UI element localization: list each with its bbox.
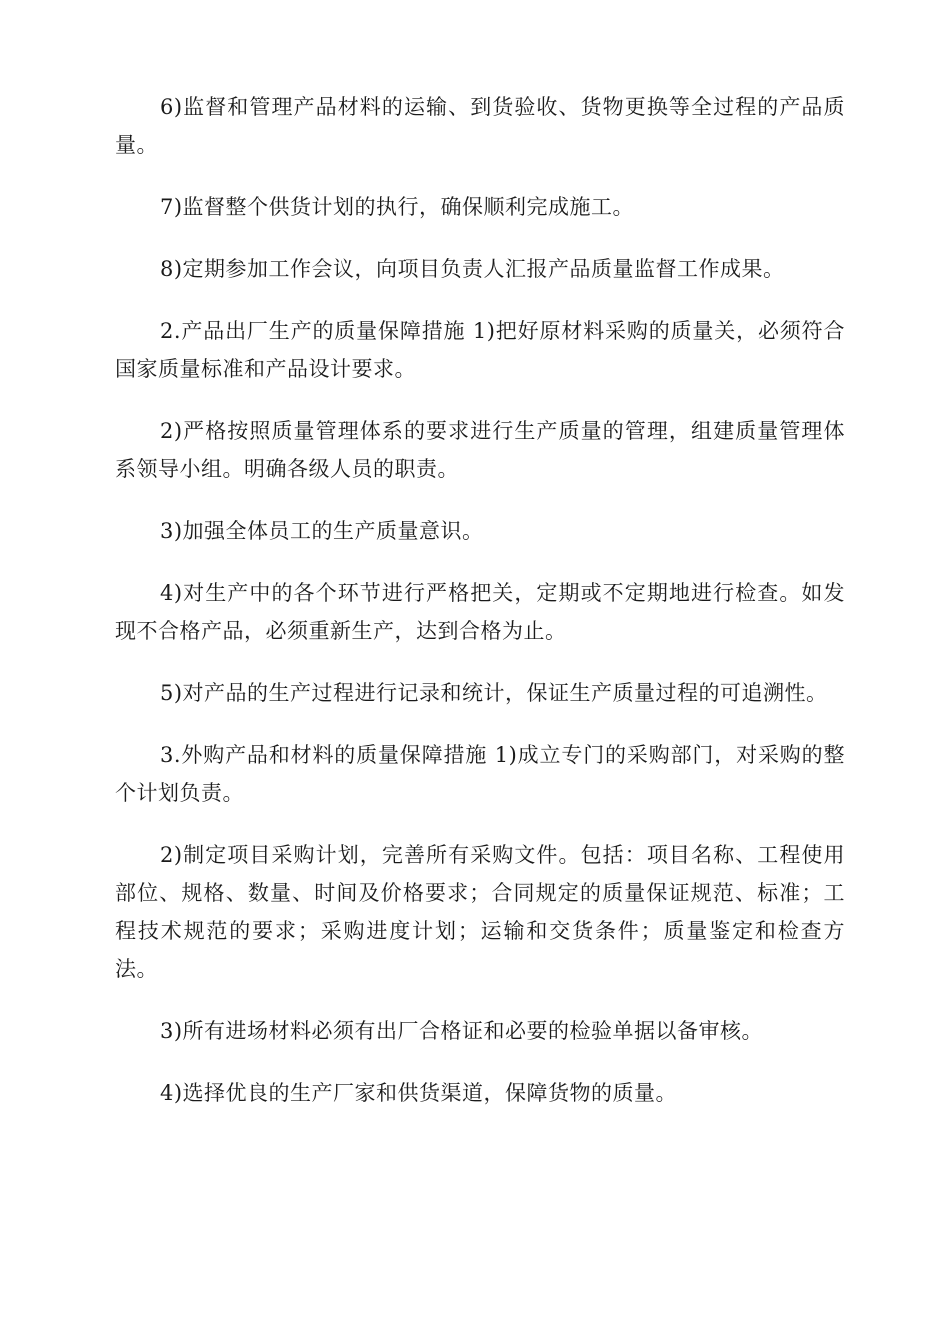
- paragraph-section-2-item-5: 5)对产品的生产过程进行记录和统计，保证生产质量过程的可追溯性。: [160, 681, 828, 705]
- paragraph-section-2-item-4: 4)对生产中的各个环节进行严格把关，定期或不定期地进行检查。如发现不合格产品，必须重新生产，达到合格为止。: [115, 581, 845, 643]
- paragraph-item-8: 8)定期参加工作会议，向项目负责人汇报产品质量监督工作成果。: [160, 257, 785, 281]
- paragraph-section-3: 3.外购产品和材料的质量保障措施 1)成立专门的采购部门，对采购的整个计划负责。: [115, 743, 845, 805]
- paragraph-section-3-item-3: 3)所有进场材料必须有出厂合格证和必要的检验单据以备审核。: [160, 1019, 764, 1043]
- paragraph-section-3-item-2: 2)制定项目采购计划，完善所有采购文件。包括：项目名称、工程使用部位、规格、数量、时间及价格要求；合同规定的质量保证规范、标准；工程技术规范的要求；采购进度计划；运输和交货条件；质量鉴定和检查方法。: [115, 843, 845, 981]
- document-body: [115, 88, 845, 1136]
- paragraph-section-3-item-4: 4)选择优良的生产厂家和供货渠道，保障货物的质量。: [160, 1081, 678, 1105]
- paragraph-section-2-item-3: 3)加强全体员工的生产质量意识。: [160, 519, 484, 543]
- paragraph-section-2-item-2: 2)严格按照质量管理体系的要求进行生产质量的管理，组建质量管理体系领导小组。明确各级人员的职责。: [115, 419, 845, 481]
- paragraph-item-7: 7)监督整个供货计划的执行，确保顺利完成施工。: [160, 195, 635, 219]
- paragraph-item-6: 6)监督和管理产品材料的运输、到货验收、货物更换等全过程的产品质量。: [115, 95, 845, 157]
- paragraph-section-2: 2.产品出厂生产的质量保障措施 1)把好原材料采购的质量关，必须符合国家质量标准和产品设计要求。: [115, 319, 845, 381]
